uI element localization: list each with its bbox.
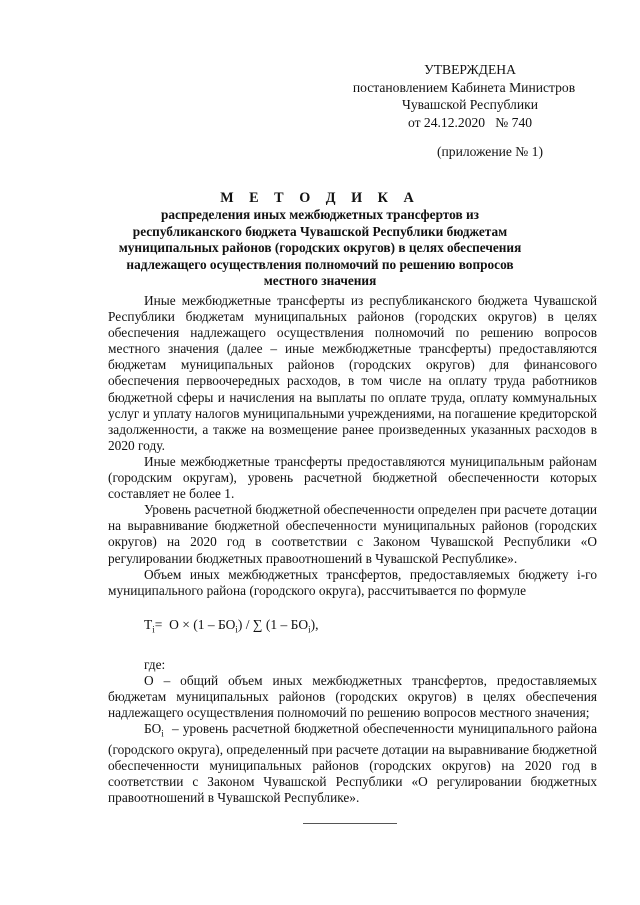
definition-bo bbox=[108, 720, 601, 806]
formula-sub2: i bbox=[308, 624, 311, 635]
approval-stamp bbox=[340, 61, 600, 131]
definition-o: О – общий объем иных межбюджетных трансфертов, предоставляемых бюджетам муниципальных районов (городских округов) в целях обеспечения надлежащего осуществления полномочий по решению вопросов местного значения; bbox=[108, 672, 597, 720]
approval-line-date: от 24.12.2020 № 740 bbox=[407, 114, 533, 130]
formula-eq: = О × (1 – БО bbox=[154, 616, 236, 632]
document-body bbox=[108, 293, 601, 806]
formula-lhs-sub: i bbox=[152, 624, 155, 635]
definition-bo-sub: i bbox=[161, 728, 164, 739]
definition-bo-symbol: БО bbox=[144, 720, 162, 736]
formula-lhs: T bbox=[144, 616, 153, 632]
document-subtitle: распределения иных межбюджетных трансфертов из республиканского бюджета Чувашской Республики бюджетам муниципальных районов (городских округов) в целях обеспечения надлежащего осуществления полномочий по решению вопросов местного значения bbox=[118, 207, 522, 288]
distribution-formula bbox=[108, 617, 597, 638]
approval-line-decree: постановлением Кабинета Министров bbox=[352, 79, 576, 95]
formula-mid: ) / ∑ (1 – БО bbox=[237, 616, 309, 632]
paragraph-2: Иные межбюджетные трансферты предоставляются муниципальным районам (городским округам), уровень расчетной бюджетной обеспеченности которых составляет не более 1. bbox=[108, 453, 597, 502]
paragraph-4: Объем иных межбюджетных трансфертов, предоставляемых бюджету i-го муниципального района (городского округа), рассчитывается по формуле bbox=[108, 566, 597, 598]
where-label: где: bbox=[144, 656, 166, 672]
document-title: М Е Т О Д И К А bbox=[220, 190, 420, 206]
approval-title: УТВЕРЖДЕНА bbox=[424, 62, 516, 77]
paragraph-1: Иные межбюджетные трансферты из республиканского бюджета Чувашской Республики бюджетам муниципальных районов (городских округов) в целях обеспечения надлежащего осуществления полномочий по решению вопросов местного значения (далее – иные межбюджетные трансферты) предоставляются бюджетам муниципальных районов (городских округов) для финансового обеспечения первоочередных расходов, в том числе на оплату труда работников бюджетной сферы и начисления на выплаты по оплате труда, оплату коммунальных услуг и уплату налогов муниципальными учреждениями, на погашение кредиторской задолженности, а также на возмещение ранее произведенных указанных расходов в 2020 году. bbox=[108, 293, 597, 453]
appendix-label: (приложение № 1) bbox=[436, 144, 544, 159]
formula-end: ), bbox=[310, 616, 319, 632]
formula-sub1: i bbox=[235, 624, 238, 635]
footer-divider bbox=[303, 823, 397, 824]
definition-bo-text: – уровень расчетной бюджетной обеспеченности муниципального района (городского округа), определенный при расчете дотации на выравнивание бюджетной обеспеченности муниципальных районов (городских округов) на 2020 год в соответствии с Законом Чувашской Республики «О регулировании бюджетных правоотношений в Чувашской Республике». bbox=[108, 720, 601, 805]
approval-line-republic: Чувашской Республики bbox=[402, 97, 538, 112]
paragraph-3: Уровень расчетной бюджетной обеспеченности определен при расчете дотации на выравнивание бюджетной обеспеченности муниципальных районов (городских округов) на 2020 год в соответствии с Законом Чувашской Республики «О регулировании бюджетных правоотношений в Чувашской Республике». bbox=[108, 502, 597, 566]
